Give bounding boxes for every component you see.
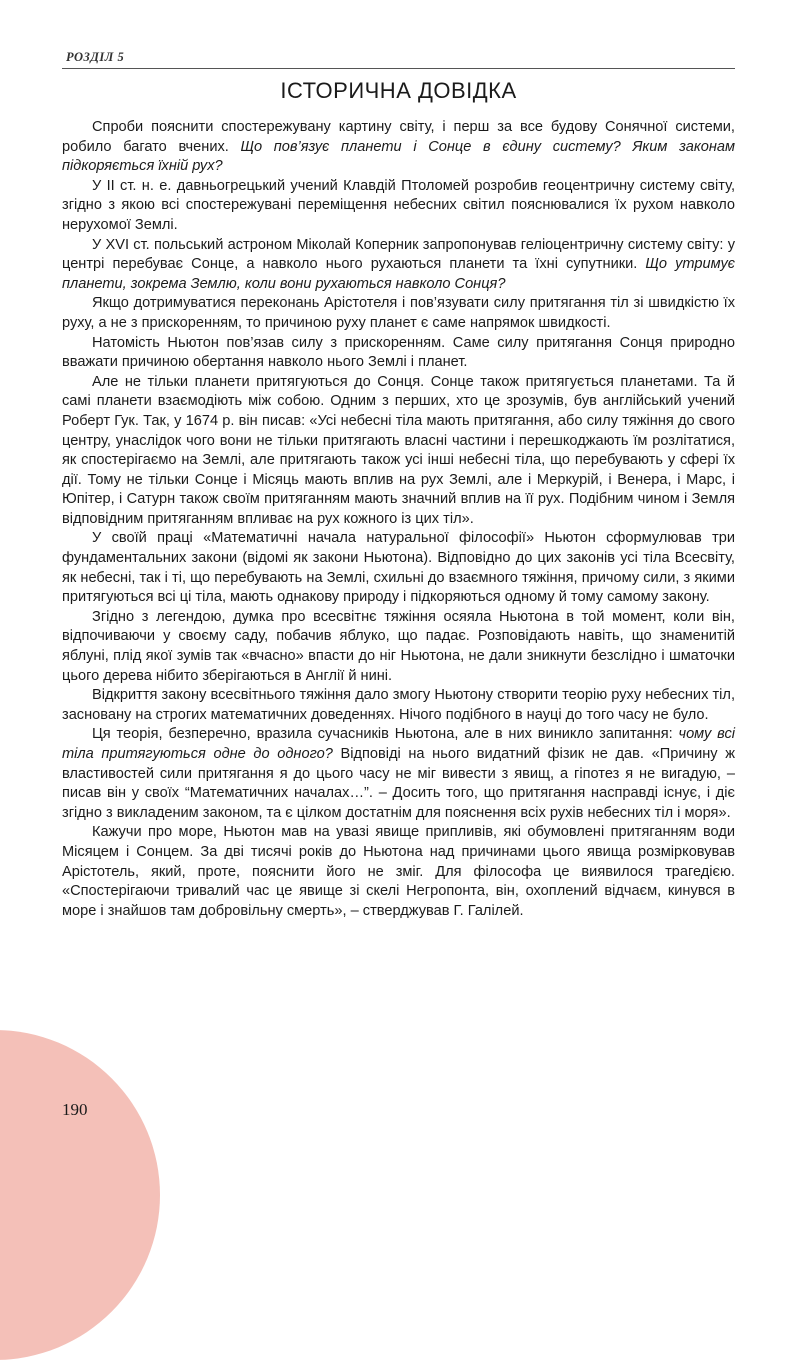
paragraph: Ця теорія, безперечно, вразила сучасників Ньютона, але в них виникло запитання: чому всі тіла притягуються одне до одного? Відповіді на нього видатний фізик не дав. «Причину ж властивостей сили притягання я до цього часу не міг вивести з явищ, а гіпотез я не вигадую, – писав він у своїх “Математичних началах…”. – Досить того, що притягання насправді існує, і діє згідно з викладеним законом, та є цілком достатнім для пояснення всіх рухів небесних тіл і моря». [62, 726, 736, 821]
paragraph: Але не тільки планети притягуються до Сонця. Сонце також притягується планетами. Та й самі планети взаємодіють між собою. Одним з перших, хто це зрозумів, був англійський учений Роберт Гук. Так, у 1674 р. він писав: «Усі небесні тіла мають притягання, або силу тяжіння до свого центру, унаслідок чого вони не тільки притягають власні частини і перешкоджають їм розлітатися, як спостерігаємо на Землі, але притягають також усі інші небесні тіла, що перебувають у сфері їх дії. Тому не тільки Сонце і Місяць мають вплив на рух Землі, але і Меркурій, і Венера, і Марс, і Юпітер, і Сатурн також своїм притяганням мають значний вплив на її рух. Подібним чином і Земля відповідним притяганням впливає на рух кожного із цих тіл». [62, 373, 735, 527]
page-header [62, 50, 735, 69]
page-number: 190 [62, 1100, 88, 1119]
paragraph: У XVI ст. польський астроном Міколай Коперник запропонував геліоцентричну систему світу: у центрі перебуває Сонце, а навколо нього рухаються планети та їхні супутники. Що утримує планети, зокрема Землю, коли вони рухаються навколо Сонця? [62, 236, 735, 292]
paragraph: У ІІ ст. н. е. давньогрецький учений Клавдій Птоломей розробив геоцентричну систему світу, згідно з якою всі спостережувані переміщення небесних світил пояснювалися їх рухом навколо нерухомої Землі. [62, 177, 735, 233]
paragraph: Відкриття закону всесвітнього тяжіння дало змогу Ньютону створити теорію руху небесних тіл, засновану на строгих математичних доведеннях. Нічого подібного в науці до того часу не було. [62, 687, 735, 723]
text-body [62, 118, 735, 921]
paragraph: Натомість Ньютон пов’язав силу з прискоренням. Саме силу притягання Сонця природно вважати причиною обертання навколо нього Землі і планет. [62, 334, 735, 371]
paragraph: Спроби пояснити спостережувану картину світу, і перш за все будову Сонячної системи, робило багато вчених. Що пов’язує планети і Сонце в єдину систему? Яким законам підкоряється їхній рух? [62, 119, 735, 175]
section-label: РОЗДІЛ 5 [66, 50, 125, 64]
page-title: ІСТОРИЧНА ДОВІДКА [280, 78, 517, 103]
paragraph: Згідно з легендою, думка про всесвітнє тяжіння осяяла Ньютона в той момент, коли він, відпочиваючи у своєму саду, побачив яблуко, що падає. Розповідають навіть, що знаменитій яблуні, плід якої зумів так «вчасно» впасти до ніг Ньютона, не дали зникнути безслідно і шматочки цього дерева нібито зберігаються в Англії й нині. [62, 608, 735, 684]
paragraph: У своїй праці «Математичні начала натуральної філософії» Ньютон сформулював три фундаментальних закони (відомі як закони Ньютона). Відповідно до цих законів усі тіла Всесвіту, як небесні, так і ті, що перебувають на Землі, схильні до взаємного тяжіння, причому сили, з якими притягуються всі ці тіла, мають однакову природу і підкоряються одному й тому самому закону. [62, 530, 735, 606]
paragraph: Кажучи про море, Ньютон мав на увазі явище припливів, які обумовлені притяганням води Місяцем і Сонцем. За дві тисячі років до Ньютона над причинами цього явища розмірковував Арістотель, який, проте, пояснити його не зміг. Для філософа це виявилося трагедією. «Спостерігаючи тривалий час це явище зі скелі Негропонта, він, охоплений відчаєм, кинувся в море і знайшов там добровільну смерть», – стверджував Г. Галілей. [62, 824, 735, 919]
corner-decoration [0, 1030, 160, 1360]
paragraph: Якщо дотримуватися переконань Арістотеля і пов’язувати силу притягання тіл зі швидкістю їх руху, а не з прискоренням, то причиною руху планет є саме напрямок швидкості. [62, 295, 735, 331]
